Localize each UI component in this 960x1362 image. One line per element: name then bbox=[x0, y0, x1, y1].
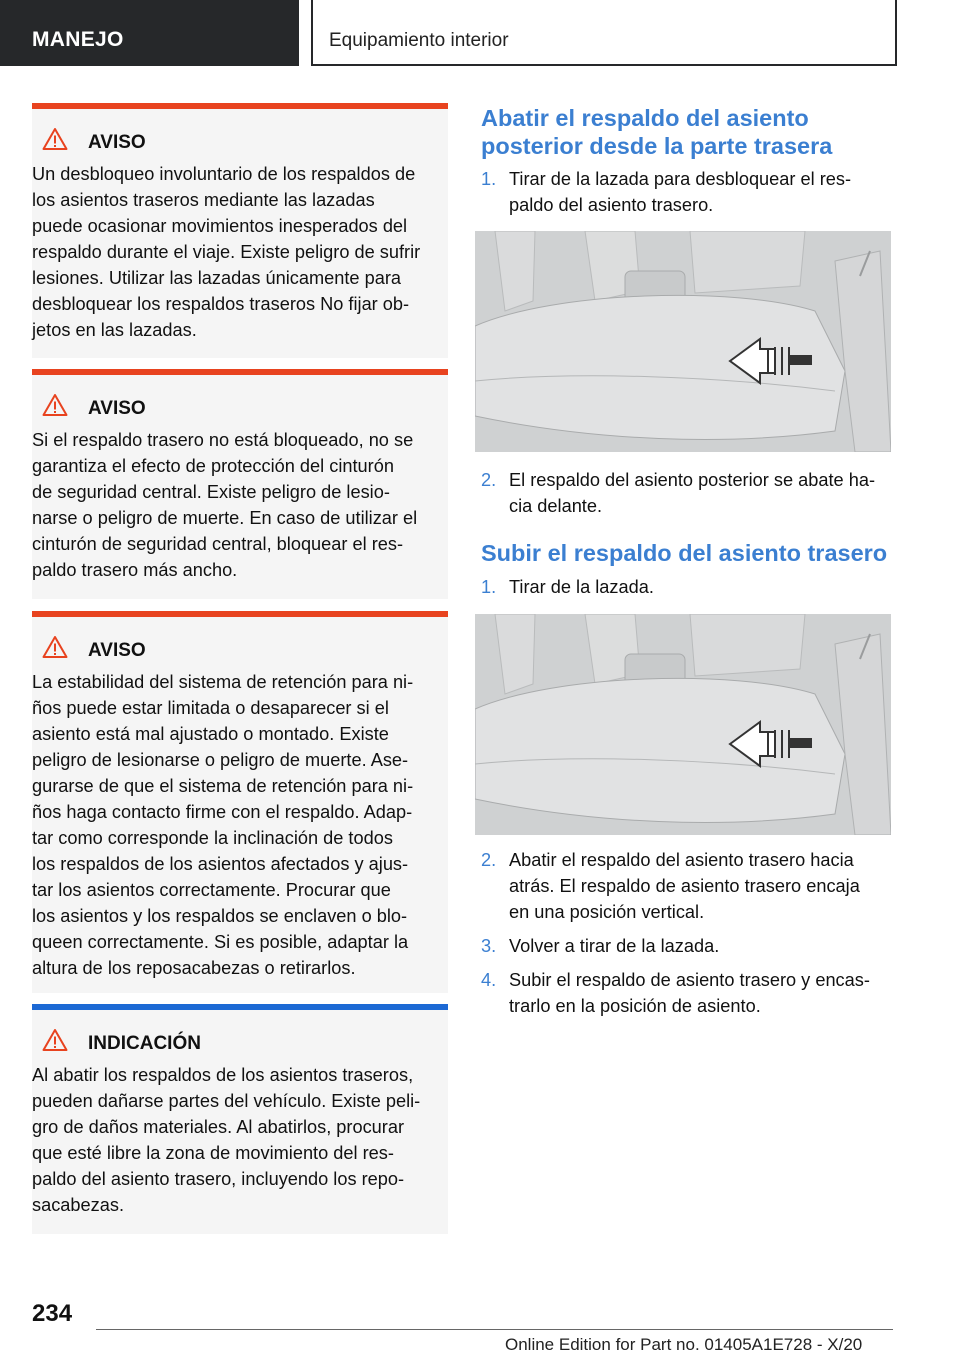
seat-illustration bbox=[475, 231, 891, 452]
chapter-tab bbox=[311, 0, 897, 66]
warning-text-line: ños haga contacto firme con el respaldo. Adap- bbox=[32, 802, 413, 822]
step-number: 2. bbox=[481, 470, 497, 490]
warning-text-line: lesiones. Utilizar las lazadas únicamente para bbox=[32, 268, 401, 288]
page-number: 234 bbox=[32, 1300, 73, 1327]
warning-title: AVISO bbox=[88, 132, 146, 153]
warning-text-line: que esté libre la zona de movimiento del res- bbox=[32, 1143, 394, 1163]
warning-text-line: narse o peligro de muerte. En caso de utilizar el bbox=[32, 508, 418, 528]
warning-triangle-icon bbox=[42, 127, 68, 151]
step-number: 4. bbox=[481, 970, 497, 990]
section-label: MANEJO bbox=[32, 28, 124, 51]
step-text-line: cia delante. bbox=[509, 496, 603, 516]
warning-text-line: asiento está mal ajustado o montado. Existe bbox=[32, 724, 389, 744]
rear-seat-drawing bbox=[475, 231, 891, 452]
warning-text-line: los asientos traseros mediante las lazadas bbox=[32, 190, 375, 210]
warning-box bbox=[32, 611, 448, 993]
step-number: 1. bbox=[481, 577, 497, 597]
step-number: 1. bbox=[481, 169, 497, 189]
step-text-line: paldo del asiento trasero. bbox=[509, 195, 714, 215]
warning-text-line: sacabezas. bbox=[32, 1195, 125, 1215]
warning-text-line: paldo del asiento trasero, incluyendo los repo- bbox=[32, 1169, 405, 1189]
warning-text-line: los asientos y los respaldos se enclaven o blo- bbox=[32, 906, 408, 926]
warning-text-line: respaldo durante el viaje. Existe peligro de sufrir bbox=[32, 242, 421, 262]
warning-text-line: puede ocasionar movimientos inesperados del bbox=[32, 216, 408, 236]
warning-text-line: garantiza el efecto de protección del cinturón bbox=[32, 456, 394, 476]
warning-title: INDICACIÓN bbox=[88, 1033, 201, 1054]
warning-text-line: cinturón de seguridad central, bloquear el res- bbox=[32, 534, 404, 554]
warning-text-line: Si el respaldo trasero no está bloqueado, no se bbox=[32, 430, 414, 450]
warning-title: AVISO bbox=[88, 640, 146, 661]
warning-text-line: gurarse de que el sistema de retención para ni- bbox=[32, 776, 414, 796]
warning-text-line: tar los asientos correctamente. Procurar que bbox=[32, 880, 391, 900]
step-text-line: Tirar de la lazada para desbloquear el res- bbox=[509, 169, 852, 189]
warning-triangle-icon bbox=[42, 635, 68, 659]
section-heading: posterior desde la parte trasera bbox=[481, 133, 833, 159]
step-number: 2. bbox=[481, 850, 497, 870]
section-tab bbox=[0, 0, 299, 66]
warning-triangle-icon bbox=[42, 393, 68, 417]
warning-title: AVISO bbox=[88, 398, 146, 419]
warning-text-line: jetos en las lazadas. bbox=[32, 320, 197, 340]
step-text-line: El respaldo del asiento posterior se abate ha- bbox=[509, 470, 875, 490]
footer-rule bbox=[96, 1329, 893, 1330]
step-text-line: Volver a tirar de la lazada. bbox=[509, 936, 720, 956]
section-heading: Subir el respaldo del asiento trasero bbox=[481, 540, 888, 566]
step-text-line: en una posición vertical. bbox=[509, 902, 705, 922]
notice-box bbox=[32, 1004, 448, 1234]
warning-text-line: tar como corresponde la inclinación de todos bbox=[32, 828, 393, 848]
step-text-line: Abatir el respaldo del asiento trasero hacia bbox=[509, 850, 854, 870]
step-text-line: atrás. El respaldo de asiento trasero encaja bbox=[509, 876, 860, 896]
seat-illustration bbox=[475, 614, 891, 835]
step-text-line: trarlo en la posición de asiento. bbox=[509, 996, 761, 1016]
chapter-label: Equipamiento interior bbox=[329, 30, 509, 51]
warning-text-line: pueden dañarse partes del vehículo. Existe peli- bbox=[32, 1091, 421, 1111]
warning-text-line: La estabilidad del sistema de retención para ni- bbox=[32, 672, 414, 692]
warning-triangle-icon bbox=[42, 1028, 68, 1052]
warning-text-line: altura de los reposacabezas o retirarlos. bbox=[32, 958, 356, 978]
warning-text-line: de seguridad central. Existe peligro de lesio- bbox=[32, 482, 390, 502]
warning-box bbox=[32, 103, 448, 358]
step-text-line: Subir el respaldo de asiento trasero y encas- bbox=[509, 970, 870, 990]
warning-text-line: paldo trasero más ancho. bbox=[32, 560, 238, 580]
step-number: 3. bbox=[481, 936, 497, 956]
warning-text-line: los respaldos de los asientos afectados y ajus- bbox=[32, 854, 409, 874]
rear-seat-drawing bbox=[475, 614, 891, 835]
warning-text-line: Al abatir los respaldos de los asientos traseros, bbox=[32, 1065, 414, 1085]
edition-note: Online Edition for Part no. 01405A1E728 - X/20 bbox=[505, 1335, 863, 1354]
warning-text-line: gro de daños materiales. Al abatirlos, procurar bbox=[32, 1117, 405, 1137]
warning-text-line: queen correctamente. Si es posible, adaptar la bbox=[32, 932, 409, 952]
warning-text-line: Un desbloqueo involuntario de los respaldos de bbox=[32, 164, 416, 184]
warning-box bbox=[32, 369, 448, 599]
warning-text-line: desbloquear los respaldos traseros No fijar ob- bbox=[32, 294, 410, 314]
section-heading: Abatir el respaldo del asiento bbox=[481, 105, 809, 131]
warning-text-line: ños puede estar limitada o desaparecer si el bbox=[32, 698, 389, 718]
warning-text-line: peligro de lesionarse o peligro de muerte. Ase- bbox=[32, 750, 409, 770]
step-text-line: Tirar de la lazada. bbox=[509, 577, 654, 597]
